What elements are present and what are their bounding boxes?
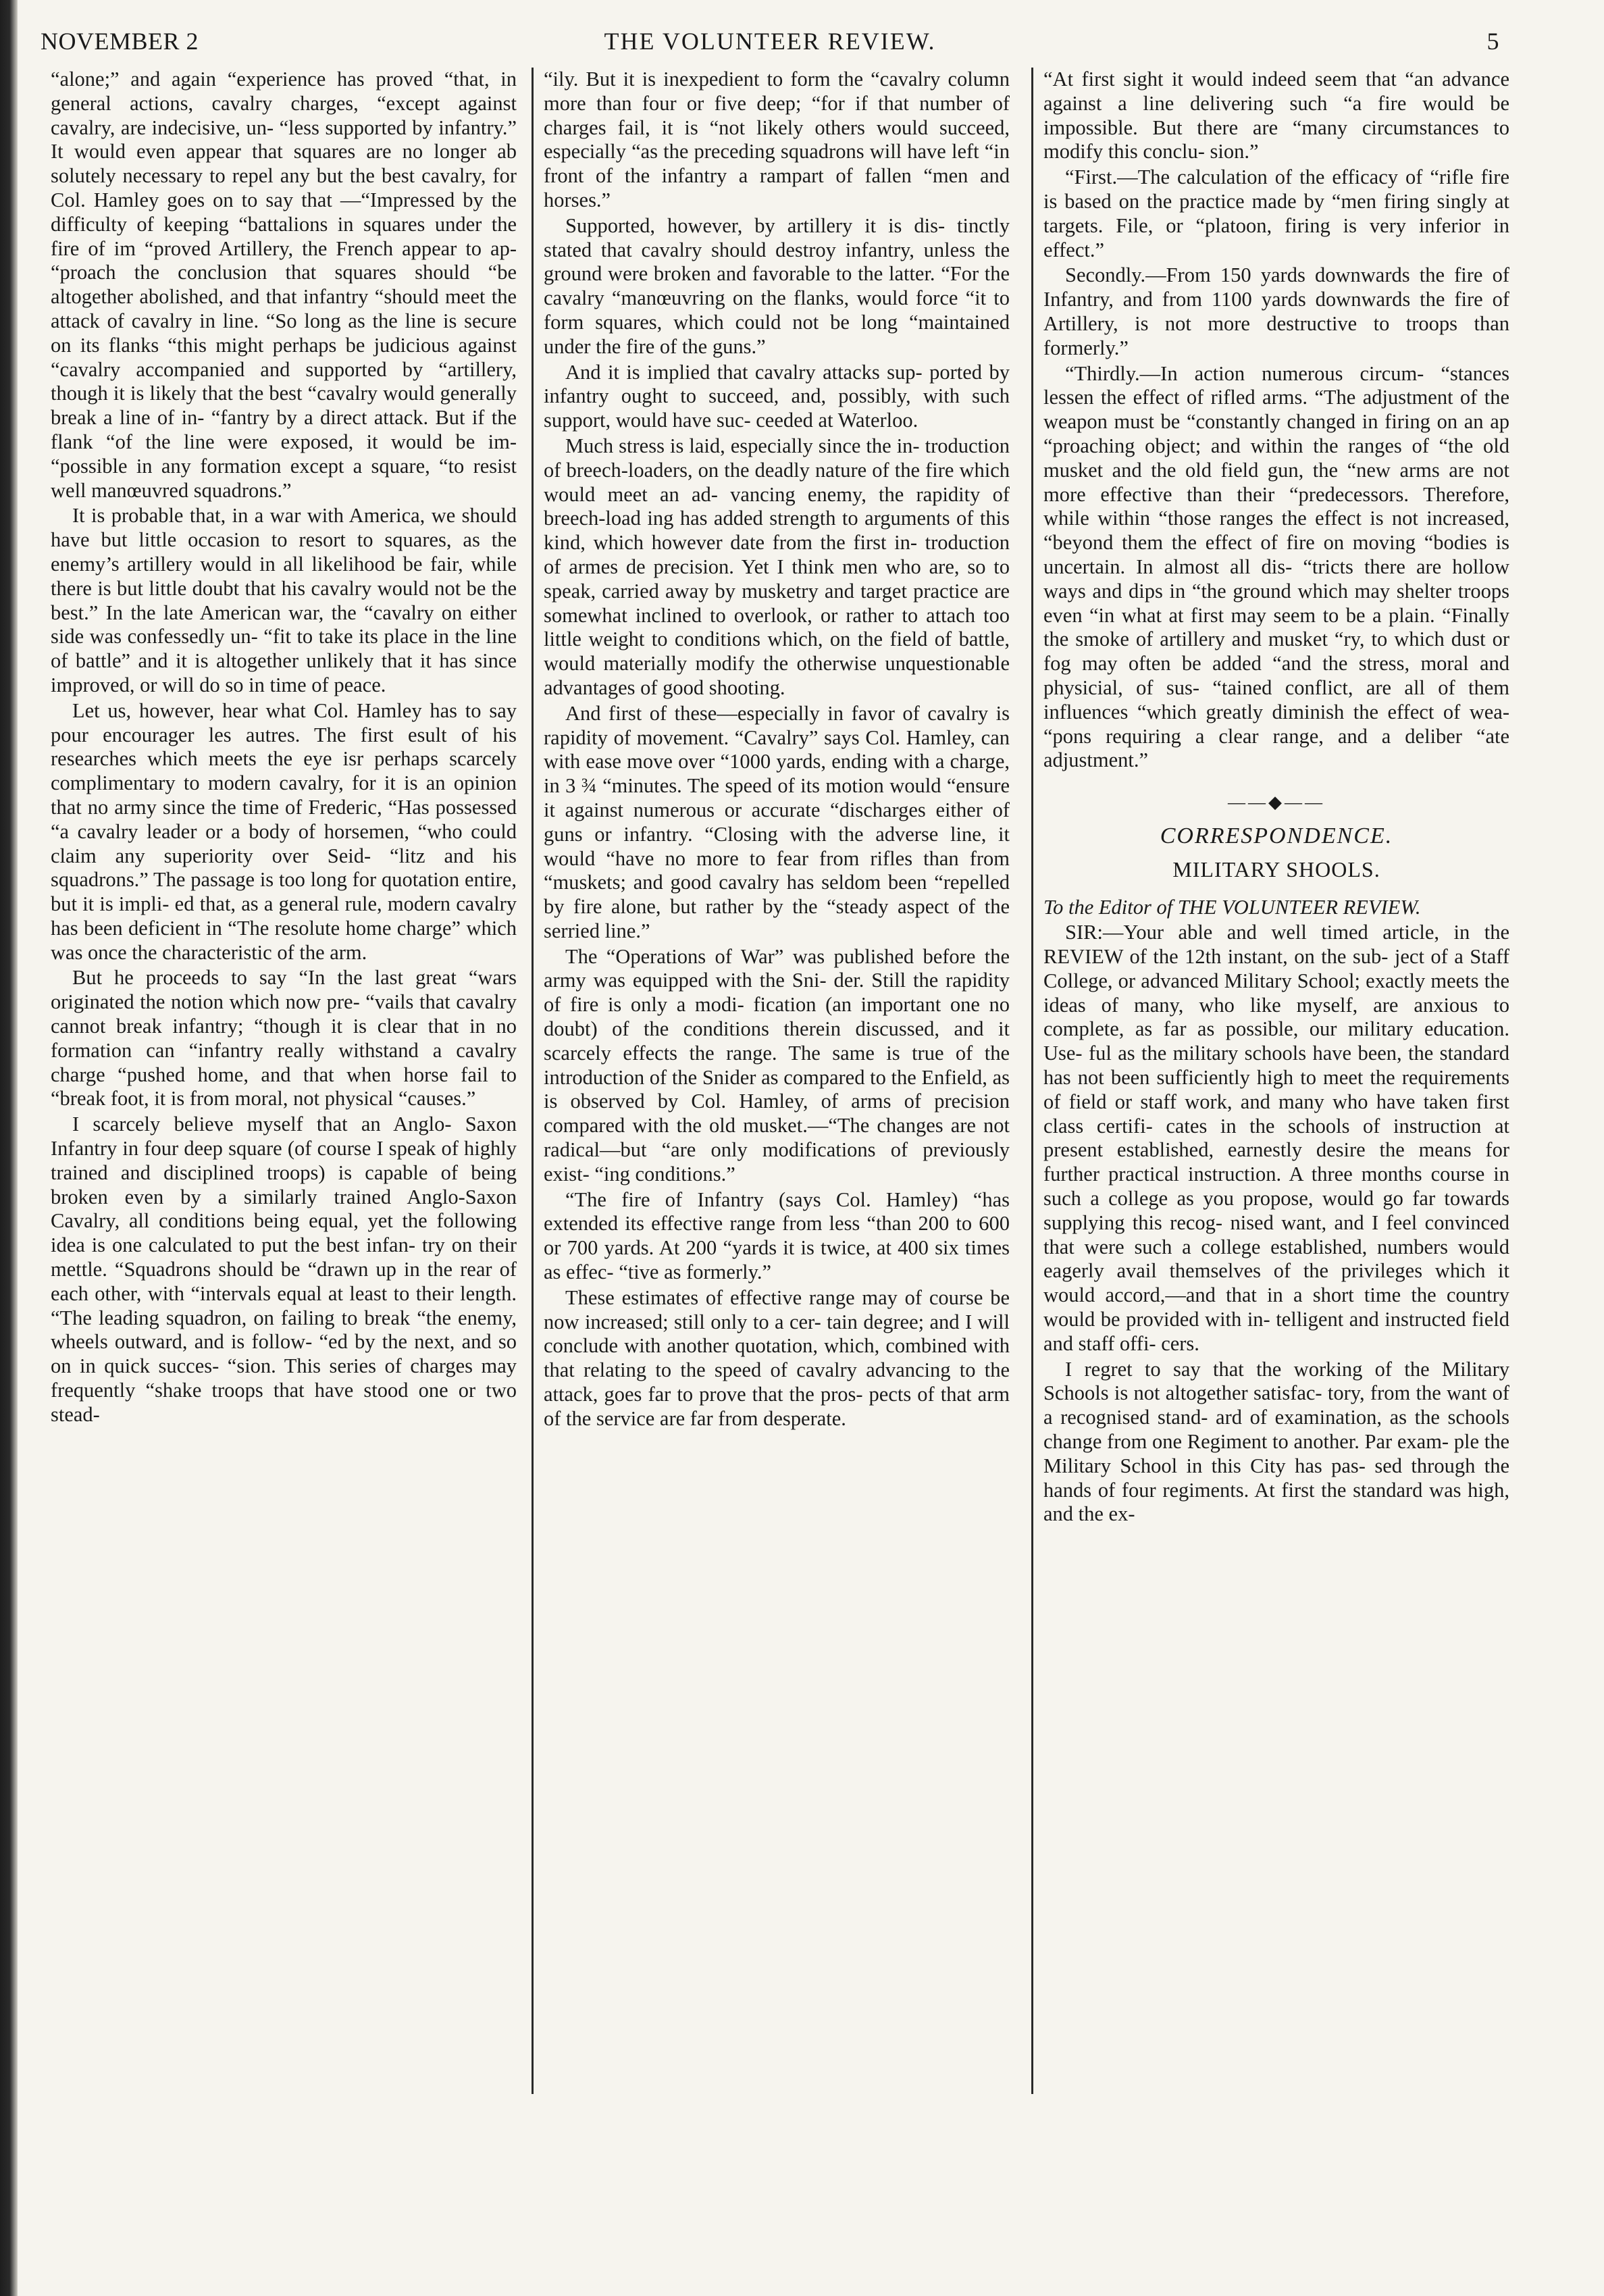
column-2-paragraph: And it is implied that cavalry attacks sup- ported by infantry ought to succeed, and, possibly, with such support, would have suc- ceeded at Waterloo. (544, 360, 1010, 432)
column-3 (1043, 68, 1509, 2229)
section-title-correspondence: CORRESPONDENCE. (1160, 823, 1393, 848)
column-3-paragraph: “First.—The calculation of the efficacy of “rifle fire is based on the practice made by “men firing singly at targets. File, or “platoon, firing is very inferior in effect.” (1043, 165, 1509, 261)
section-divider-ornament: ——◆—— (1228, 792, 1325, 813)
column-1-paragraph: It is probable that, in a war with America, we should have but little occasion to resort to squares, as the enemy’s artillery would in all likelihood be fair, while there is but little doubt that his cavalry would not be the best.” In the late American war, the “cavalry on either side was confessedly un- “fit to take its place in the line of battle” and it is altogether unlikely that it has since improved, or will do so in time of peace. (51, 504, 517, 696)
header-date: NOVEMBER 2 (41, 28, 199, 55)
column-3-paragraph: “Thirdly.—In action numerous circum- “stances lessen the effect of rifled arms. “The adjustment of the weapon must be “constantly changed in firing on an ap “proaching object; and within the ranges of “the old musket and the old field gun, the “new arms are not more effective than their “predecessors. Therefore, while within “those ranges the effect is not increased, “beyond them the effect of fire on moving “bodies is uncertain. In almost all dis- “tricts there are hollow ways and dips in “the ground which may shelter troops even “in what at first may seem to be a plain. “Finally the smoke of artillery and musket “ry, to which dust or fog may often be added “and the stress, moral and physicial, of sus- “tained conflict, are all of them influences “which greatly diminish the effect of wea- “pons requiring a clear range, and a deliber “ate adjustment.” (1043, 361, 1509, 772)
column-1-paragraph: But he proceeds to say “In the last great “wars originated the notion which now pre- “vails that cavalry cannot break infantry; “though it is clear that in no formation can “infantry really withstand a cavalry charge “pushed home, and that when horse fail to “break foot, it is from moral, not physical “causes.” (51, 966, 517, 1111)
column-2-paragraph: And first of these—especially in favor of cavalry is rapidity of movement. “Cavalry” says Col. Hamley, can with ease move over “1000 yards, ending with a charge, in 3 ¾ “minutes. The speed of its motion would “ensure it against numerous or accurate “discharges either of guns or infantry. “Closing with the adverse line, it would “have no more to fear from rifles than from “muskets; and good cavalry has seldom been “repelled by fire alone, but rather by the “steady aspect of the serried line.” (544, 701, 1010, 942)
page-number: 5 (1486, 28, 1499, 55)
column-3-paragraph: “At first sight it would indeed seem that “an advance against a line delivering such “a fire would be impossible. But there are “many circumstances to modify this conclu- sion.” (1043, 68, 1509, 163)
letter-headline: MILITARY SHOOLS. (1172, 857, 1380, 882)
column-1-paragraph: I scarcely believe myself that an Anglo- Saxon Infantry in four deep square (of course I speak of highly trained and disciplined troops) is capable of being broken even by a similarly trained Anglo-Saxon Cavalry, all conditions being equal, yet the following idea is one calculated to put the best infan- try on their mettle. “Squadrons should be “drawn up in the rear of each other, with “intervals equal at least to their length. “The leading squadron, on failing to break “the enemy, wheels outward, and is follow- “ed by the next, and so on in quick succes- “sion. This series of charges may frequently “shake troops that have stood one or two stead- (51, 1113, 517, 1426)
page-header (41, 27, 1499, 68)
column-1-paragraph: “alone;” and again “experience has proved “that, in general actions, cavalry charges, “except against cavalry, are indecisive, un- “less supported by infantry.” It would even appear that squares are no longer ab solutely necessary to repel any but the best cavalry, for Col. Hamley goes on to say that —“Impressed by the difficulty of keeping “battalions in squares under the fire of im “proved Artillery, the French appear to ap- “proach the conclusion that squares should “be altogether abolished, and that infantry “should meet the attack of cavalry in line. “So long as the line is secure on its flanks “this might perhaps be judicious against “cavalry accompanied and supported by “artillery, though it is likely that the best “cavalry would generally break a line of in- “fantry by a direct attack. But if the flank “of the line were exposed, it would be im- “possible in any formation except a square, “to resist well manœuvred squadrons.” (51, 68, 517, 502)
letter-paragraph: SIR:—Your able and well timed article, in the REVIEW of the 12th instant, on the sub- ject of a Staff College, or advanced Military School; exactly meets the ideas of many, who like myself, are anxious to complete, as far as possible, our military education. Use- ful as the military schools have been, the standard has not been sufficiently high to meet the requirements of field or staff work, and many who have taken first class certifi- cates in the schools of instruction at present established, earnestly desire the means for further practical instruction. A three months course in such a college as you propose, would go far towards supplying this recog- nised want, and I feel convinced that were such a college established, numbers would eagerly avail themselves of the privileges which it would accord,—and that in a short time the country would be provided with in- telligent and instructed field and staff offi- cers. (1043, 921, 1509, 1355)
page-binding-edge (0, 0, 18, 2296)
letter-address: To the Editor of THE VOLUNTEER REVIEW. (1043, 895, 1421, 919)
column-2-paragraph: “ily. But it is inexpedient to form the “cavalry column more than four or five deep; “for if that number of charges fail, it is “not likely others would succeed, especially “as the preceding squadrons will have left “in front of the infantry a rampart of fallen “men and horses.” (544, 68, 1010, 211)
column-1 (51, 68, 517, 2229)
column-3-paragraph: Secondly.—From 150 yards downwards the fire of Infantry, and from 1100 yards downwards the fire of Artillery, is not more destructive to troops than formerly.” (1043, 263, 1509, 359)
newspaper-title: THE VOLUNTEER REVIEW. (604, 28, 936, 55)
column-2-paragraph: The “Operations of War” was published before the army was equipped with the Sni- der. Still the rapidity of fire is only a modi- fication (an important one no doubt) of the conditions therein discussed, and it scarcely effects the range. The same is true of the introduction of the Snider as compared to the Enfield, as is observed by Col. Hamley, of arms of precision compared with the old musket.—“The changes are not radical—but “are only modifications of previously exist- “ing conditions.” (544, 944, 1010, 1185)
column-divider-2 (1031, 68, 1033, 2094)
column-2-paragraph: Supported, however, by artillery it is dis- tinctly stated that cavalry should destroy infantry, unless the ground were broken and favorable to the latter. “For the cavalry “manœuvring on the flanks, would force “it to form squares, which could not be long “maintained under the fire of the guns.” (544, 213, 1010, 358)
column-2-paragraph: Much stress is laid, especially since the in- troduction of breech-loaders, on the deadly nature of the fire which would meet an ad- vancing enemy, the rapidity of breech-load ing has added strength to arguments of this kind, which however date from the first in- troduction of armes de precision. Yet I think men who are, so to speak, carried away by musketry and target practice are somewhat inclined to overlook, or rather to attach too little weight to conditions which, on the field of battle, would materially modify the otherwise unquestionable advantages of good shooting. (544, 434, 1010, 699)
column-2-paragraph: These estimates of effective range may of course be now increased; still only to a cer- tain degree; and I will conclude with another quotation, which, combined with that relating to the speed of cavalry advancing to the attack, goes far to prove that the pros- pects of that arm of the service are far from desperate. (544, 1285, 1010, 1430)
column-2 (544, 68, 1010, 2229)
letter-paragraph: I regret to say that the working of the Military Schools is not altogether satisfac- tory, from the want of a recognised stand- ard of examination, as the schools change from one Regiment to another. Par exam- ple the Military School in this City has pas- sed through the hands of four regiments. At first the standard was high, and the ex- (1043, 1357, 1509, 1526)
column-1-paragraph: Let us, however, hear what Col. Hamley has to say pour encourager les autres. The first esult of his researches which meets the eye isr perhaps scarcely complimentary to modern cavalry, for it is an opinion that no army since the time of Frederic, “Has possessed “a cavalry leader or a body of horsemen, “who could claim any superiority over Seid- “litz and his squadrons.” The passage is too long for quotation entire, but it is impli- ed that, as a general rule, modern cavalry has been deficient in “The resolute home charge” which was once the characteristic of the arm. (51, 698, 517, 964)
column-2-paragraph: “The fire of Infantry (says Col. Hamley) “has extended its effective range from less “than 200 to 600 or 700 yards. At 200 “yards it is twice, at 400 six times as effec- “tive as formerly.” (544, 1188, 1010, 1284)
column-divider-1 (532, 68, 534, 2094)
